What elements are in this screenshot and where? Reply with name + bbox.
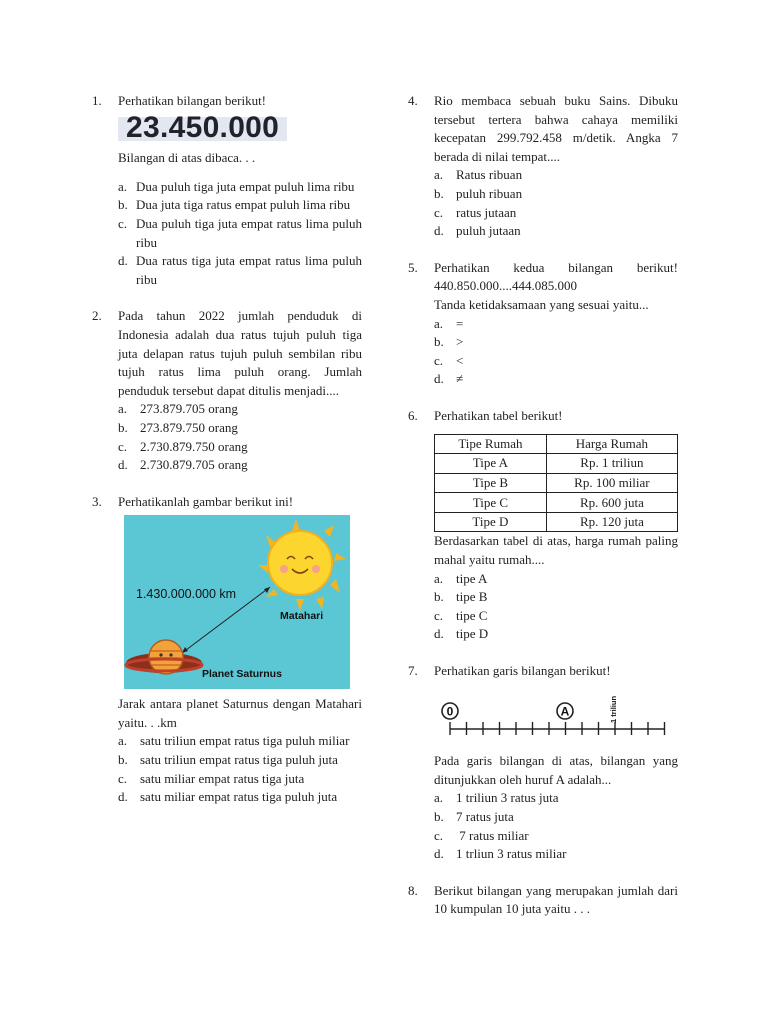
start-label: 0 xyxy=(446,704,454,719)
table-row xyxy=(435,512,678,532)
option-c[interactable]: c. 2.730.879.750 orang xyxy=(118,438,248,454)
option-a[interactable]: a. 1 triliun 3 ratus juta xyxy=(434,790,559,806)
saturn-label: Planet Saturnus xyxy=(202,668,282,681)
options-list xyxy=(434,789,678,863)
option-c[interactable]: c. < xyxy=(434,352,464,368)
question-prompt: Bilangan di atas dibaca. . . xyxy=(118,150,256,166)
question-number: 4. xyxy=(408,93,418,108)
sun-icon xyxy=(268,531,332,595)
table-cell: Tipe D xyxy=(435,512,547,532)
compared-numbers: 440.850.000....444.085.000 xyxy=(434,278,577,294)
option-a[interactable]: a. = xyxy=(434,315,464,331)
question-number: 6. xyxy=(408,407,418,423)
number-image: 23.450.000 xyxy=(118,117,287,142)
option-b[interactable]: b. puluh ribuan xyxy=(434,185,523,201)
option-d[interactable]: d. 2.730.879.705 orang xyxy=(118,457,248,473)
table-row xyxy=(435,473,678,493)
question-4 xyxy=(408,92,678,241)
table-cell: Rp. 100 miliar xyxy=(546,473,677,493)
table-cell: Tipe C xyxy=(435,493,547,513)
end-label: 1 triliun xyxy=(609,695,618,723)
option-c[interactable]: c. satu miliar empat ratus tiga juta xyxy=(118,770,305,786)
option-c[interactable]: c. ratus jutaan xyxy=(434,204,517,220)
option-b[interactable]: b. tipe B xyxy=(434,589,488,605)
question-number: 8. xyxy=(408,882,418,898)
option-d[interactable]: d. puluh jutaan xyxy=(434,223,521,239)
option-d[interactable]: d. ≠ xyxy=(434,371,464,387)
options-list xyxy=(118,732,362,806)
question-number: 3. xyxy=(92,493,102,509)
right-column xyxy=(408,92,678,919)
table-row xyxy=(435,454,678,474)
left-column xyxy=(92,92,362,807)
option-d[interactable]: d. 1 trliun 3 ratus miliar xyxy=(434,846,567,862)
question-1 xyxy=(92,92,362,289)
table-cell: Rp. 1 triliun xyxy=(546,454,677,474)
option-b[interactable]: b. > xyxy=(434,334,464,350)
table-cell: Rp. 600 juta xyxy=(546,493,677,513)
distance-label: 1.430.000.000 km xyxy=(136,587,237,602)
option-b[interactable]: b. Dua juta tiga ratus empat puluh lima ribu xyxy=(118,197,351,213)
question-text: Rio membaca sebuah buku Sains. Dibuku tersebut tertera bahwa cahaya memiliki kecepatan 299.792.458 m/detik. Angka 7 berada di nilai tempat.... xyxy=(434,93,678,164)
question-number: 1. xyxy=(92,93,102,108)
question-prompt: Berdasarkan tabel di atas, harga rumah paling mahal yaitu rumah.... xyxy=(434,533,678,568)
question-number: 7. xyxy=(408,663,418,679)
house-price-table xyxy=(434,434,678,533)
options-list xyxy=(434,166,678,240)
question-prompt: Tanda ketidaksamaan yang sesuai yaitu... xyxy=(434,296,649,312)
option-b[interactable]: b. satu triliun empat ratus tiga puluh juta xyxy=(118,752,338,768)
option-a[interactable]: a. satu triliun empat ratus tiga puluh miliar xyxy=(118,733,350,749)
question-3 xyxy=(92,493,362,807)
option-b[interactable]: b. 273.879.750 orang xyxy=(118,419,238,435)
question-number: 2. xyxy=(92,308,102,324)
question-7 xyxy=(408,662,678,864)
option-a[interactable]: a. 273.879.705 orang xyxy=(118,401,238,417)
question-2 xyxy=(92,307,362,474)
option-a[interactable]: a. Dua puluh tiga juta empat puluh lima ribu xyxy=(118,178,355,194)
question-prompt: Jarak antara planet Saturnus dengan Matahari yaitu. . .km xyxy=(118,696,362,730)
question-5 xyxy=(408,259,678,389)
option-a[interactable]: a. tipe A xyxy=(434,570,488,586)
table-cell: Tipe B xyxy=(435,473,547,493)
question-number: 5. xyxy=(408,259,418,275)
number-line-diagram xyxy=(438,691,668,735)
options-list xyxy=(434,570,678,644)
table-header: Tipe Rumah xyxy=(435,434,547,454)
question-text: Perhatikan kedua bilangan berikut! xyxy=(434,259,678,275)
question-text: Perhatikanlah gambar berikut ini! xyxy=(118,493,294,509)
option-c[interactable]: c. tipe C xyxy=(434,607,488,623)
question-text: Perhatikan bilangan berikut! xyxy=(118,93,267,108)
option-d[interactable]: d. tipe D xyxy=(434,626,489,642)
question-text: Perhatikan tabel berikut! xyxy=(434,407,563,423)
table-cell: Rp. 120 juta xyxy=(546,512,677,532)
option-b[interactable]: b. 7 ratus juta xyxy=(434,809,514,824)
question-text: Perhatikan garis bilangan berikut! xyxy=(434,663,611,679)
question-8 xyxy=(408,882,678,919)
table-header: Harga Rumah xyxy=(546,434,677,454)
question-text: Berikut bilangan yang merupakan jumlah dari 10 kumpulan 10 juta yaitu . . . xyxy=(434,882,678,917)
table-row xyxy=(435,493,678,513)
option-a[interactable]: a. Ratus ribuan xyxy=(434,167,523,183)
table-cell: Tipe A xyxy=(435,454,547,474)
sun-label: Matahari xyxy=(280,610,324,623)
sun-saturn-illustration xyxy=(124,515,350,689)
option-d[interactable]: d. satu miliar empat ratus tiga puluh juta xyxy=(118,789,338,805)
options-list xyxy=(118,400,362,474)
options-list xyxy=(118,178,362,290)
table-header-row xyxy=(435,434,678,454)
options-list xyxy=(434,315,678,389)
question-6 xyxy=(408,407,678,644)
question-text: Pada tahun 2022 jumlah penduduk di Indonesia adalah dua ratus tujuh puluh tiga juta delapan ratus tujuh puluh sembilan ribu tujuh ratus lima puluh orang. Jumlah penduduk tersebut dapat ditulis menjadi.... xyxy=(118,308,362,398)
point-a-label: A xyxy=(560,704,570,719)
question-prompt: Pada garis bilangan di atas, bilangan yang ditunjukkan oleh huruf A adalah... xyxy=(434,753,678,787)
option-c[interactable]: c. Dua puluh tiga juta empat ratus lima puluh ribu xyxy=(118,215,362,250)
option-c[interactable]: c. 7 ratus miliar xyxy=(434,827,529,843)
option-d[interactable]: d. Dua ratus tiga juta empat ratus lima puluh ribu xyxy=(118,253,362,287)
